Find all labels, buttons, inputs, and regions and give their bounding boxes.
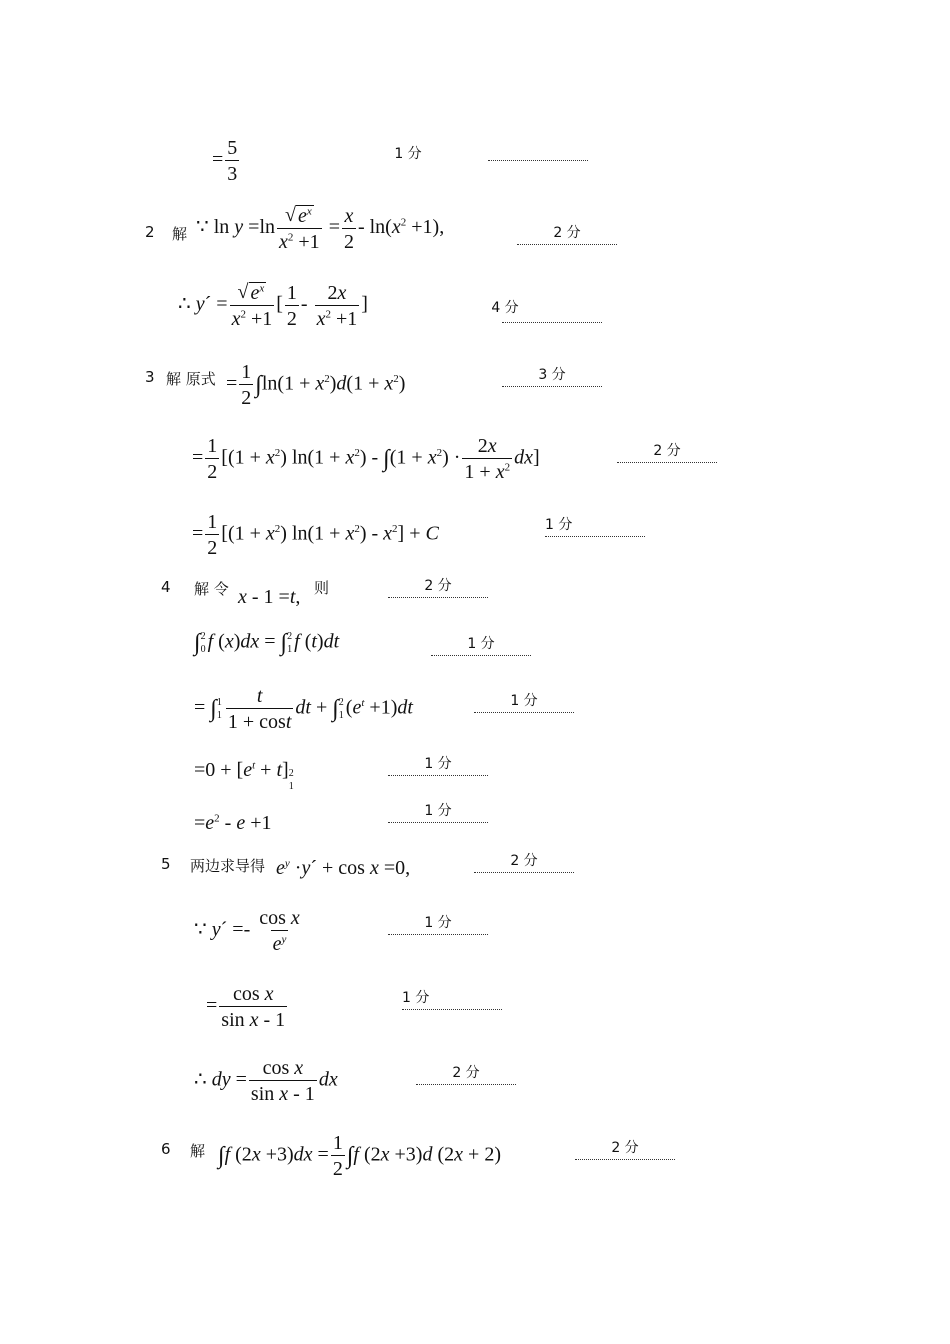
score-12: 2 分	[474, 850, 574, 873]
score-10: 1 分	[388, 753, 488, 776]
problem-number-2: 2	[145, 223, 155, 241]
answer-line	[488, 160, 588, 161]
score-14: 1 分	[402, 987, 502, 1010]
score-16: 2 分	[575, 1137, 675, 1160]
problem-4-eq-sub: x - 1 =t,	[238, 586, 301, 608]
score-5: 2 分	[617, 440, 717, 463]
score-3: 4 分	[491, 300, 519, 316]
problem-2-eq-1: ∵ ln y =ln √ $e^x$ $x^2 +1$ = $\frac{x}{2}$ - $\ln(x^2 +1)$,	[196, 204, 445, 253]
problem-4-eq-3: $=0 + [e^t + t]$ 2 1	[194, 759, 294, 792]
problem-number-4: 4	[161, 578, 171, 596]
problem-4-eq-2: = ∫ 1 1 $\frac{t}{1 + \cos t}$ dt + ∫ 2 1 $(e^t +1)dt$	[194, 685, 413, 733]
problem-2-eq-2: ∴ y´ = √ $e^x$ $x^2 +1$ [ $\frac{1}{2}$ - $\frac{2x}{x^2 +1}$ ]	[178, 281, 368, 330]
score-4: 3 分	[502, 364, 602, 387]
score-8: 1 分	[431, 633, 531, 656]
score-7: 2 分	[388, 575, 488, 598]
score-15: 2 分	[416, 1062, 516, 1085]
problem-6-eq-1: ∫f (2x +3)dx = $\frac{1}{2}$ ∫f (2x +3)d (2x + 2)	[218, 1132, 501, 1180]
score-6: 1 分	[545, 514, 645, 537]
score-9: 1 分	[474, 690, 574, 713]
problem-4-eq-1: ∫ 2 0 f (x)dx = ∫ 2 1 f (t)dt	[194, 630, 340, 656]
problem-number-5: 5	[161, 855, 171, 873]
problem-5-eq-4: ∴ dy = $\frac{\text{cos x}}{\text{sin x - 1}}$ dx	[194, 1057, 338, 1105]
solution-label-5: 两边求导得	[190, 857, 266, 875]
answer-line	[502, 322, 602, 323]
solution-label-3: 解 原式	[166, 370, 216, 388]
problem-number-6: 6	[161, 1140, 171, 1158]
then-label: 则	[314, 579, 330, 597]
score-1: 1 分	[394, 146, 422, 162]
eq-five-thirds: = $\frac{5}{3}$	[212, 137, 238, 185]
problem-number-3: 3	[145, 368, 155, 386]
solution-label-2: 解	[172, 225, 188, 243]
problem-3-eq-1: = $\frac{1}{2}$ $\int\ln(1 + x^2)d(1 + x^2)$	[226, 361, 406, 409]
problem-5-eq-1: $e^y$ ·y´ + cos x =0,	[276, 857, 411, 879]
score-11: 1 分	[388, 800, 488, 823]
problem-3-eq-2: = $\frac{1}{2}$ [$(1 + x^2)$ $\ln(1 + x^2) - \int(1 + x^2)$ · $\frac{2x}{1 + x^2}$ dx]	[192, 435, 540, 483]
score-13: 1 分	[388, 912, 488, 935]
score-2: 2 分	[517, 222, 617, 245]
problem-3-eq-3: = $\frac{1}{2}$ [$(1 + x^2)$ $\ln(1 + x^2) - x^2] + C$	[192, 511, 439, 559]
solution-label-6: 解	[190, 1142, 206, 1160]
problem-5-eq-3: = $\frac{\text{cos x}}{\text{sin x - 1}}$	[206, 983, 286, 1031]
problem-4-eq-4: $=e^2 - e +1$	[194, 812, 272, 834]
problem-5-eq-2: ∵ y´ =- $\frac{\text{cos x}}{e^y}$	[194, 907, 300, 955]
solution-label-4: 解 令	[194, 580, 229, 598]
